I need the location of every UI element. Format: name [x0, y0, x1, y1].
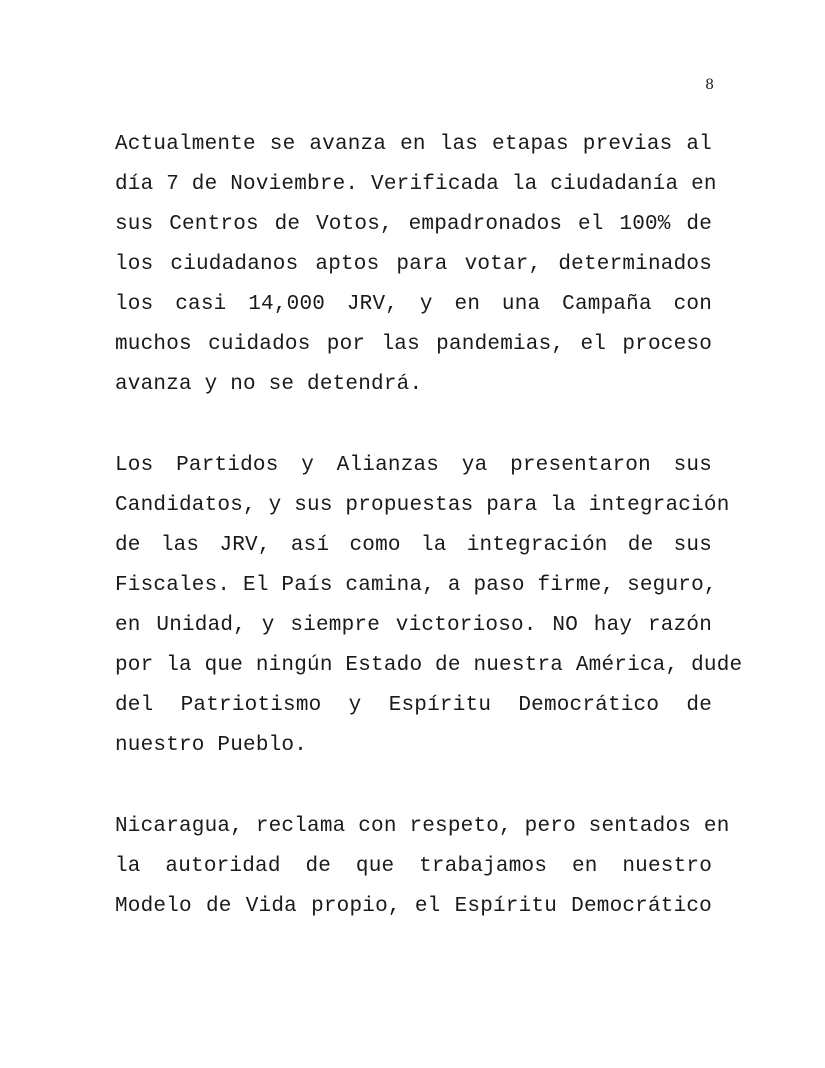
paragraph-line: Modelo de Vida propio, el Espíritu Democrático — [115, 895, 712, 918]
paragraph-line: en Unidad, y siempre victorioso. NO hay razón — [115, 614, 712, 637]
paragraph-line: de las JRV, así como la integración de sus — [115, 534, 712, 557]
paragraph-1 — [115, 125, 717, 405]
paragraph-line: Fiscales. El País camina, a paso firme, seguro, — [115, 574, 717, 597]
paragraph-2 — [115, 446, 743, 766]
paragraph-line: día 7 de Noviembre. Verificada la ciudadanía en — [115, 173, 717, 196]
page-number: 8 — [705, 77, 714, 93]
paragraph-line: los casi 14,000 JRV, y en una Campaña con — [115, 293, 712, 316]
paragraph-line: del Patriotismo y Espíritu Democrático de — [115, 694, 712, 717]
paragraph-line: nuestro Pueblo. — [115, 734, 308, 757]
paragraph-line: Candidatos, y sus propuestas para la integración — [115, 494, 730, 517]
paragraph-3 — [115, 807, 730, 927]
paragraph-line: avanza y no se detendrá. — [115, 373, 423, 396]
paragraph-line: sus Centros de Votos, empadronados el 100% de — [115, 213, 712, 236]
paragraph-line: Nicaragua, reclama con respeto, pero sentados en — [115, 815, 730, 838]
paragraph-line: Actualmente se avanza en las etapas previas al — [115, 133, 712, 156]
paragraph-line: los ciudadanos aptos para votar, determinados — [115, 253, 712, 276]
paragraph-line: muchos cuidados por las pandemias, el proceso — [115, 333, 712, 356]
paragraph-line: Los Partidos y Alianzas ya presentaron sus — [115, 454, 712, 477]
paragraph-line: por la que ningún Estado de nuestra América, dude — [115, 654, 743, 677]
paragraph-line: la autoridad de que trabajamos en nuestro — [115, 855, 712, 878]
